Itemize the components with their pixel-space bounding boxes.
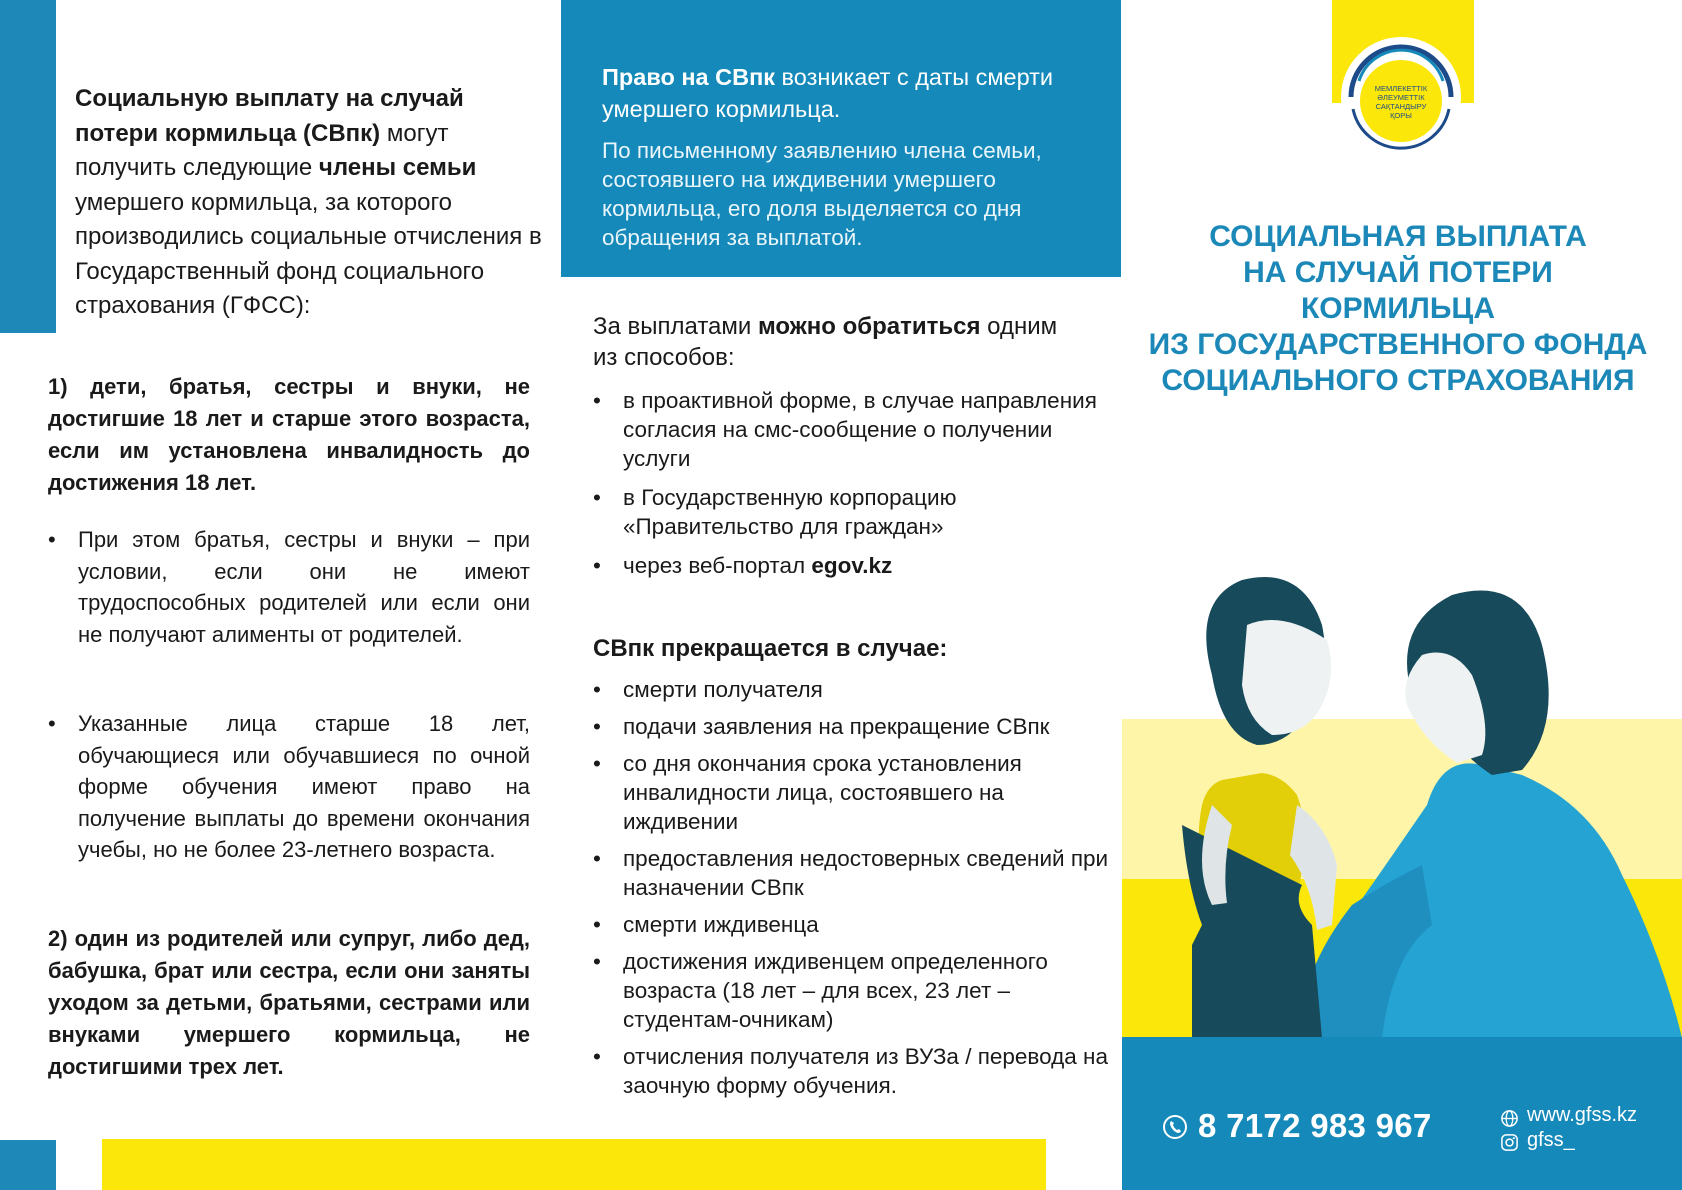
intro-segment: члены семьи xyxy=(318,154,477,181)
intro-paragraph xyxy=(75,82,545,324)
title-line: СОЦИАЛЬНАЯ ВЫПЛАТА xyxy=(1209,220,1587,253)
list-item xyxy=(593,483,1113,541)
termination-list xyxy=(593,675,1113,1108)
list-item-text: в проактивной форме, в случае направления согласия на смс-сообщение о получении услуги xyxy=(623,388,1097,471)
list-item: • смерти получателя xyxy=(593,675,1113,704)
list-item: • подачи заявления на прекращение СВпк xyxy=(593,712,1113,741)
instagram-handle[interactable]: gfss_ xyxy=(1527,1129,1575,1151)
title-line: СОЦИАЛЬНОГО СТРАХОВАНИЯ xyxy=(1161,364,1635,397)
fund-logo xyxy=(1339,35,1463,159)
instagram-icon xyxy=(1500,1133,1519,1152)
egov-link[interactable]: egov.kz xyxy=(811,553,893,578)
list-item: • достижения иждивенцем определенного возраста (18 лет – для всех, 23 лет – студентам-очникам) xyxy=(593,947,1113,1034)
list-item-text: через веб-портал xyxy=(623,553,812,578)
list-item: • смерти иждивенца xyxy=(593,910,1113,939)
decor-blue-bar-top xyxy=(0,0,56,333)
bullet: • xyxy=(48,527,56,552)
logo-text: ҚОРЫ xyxy=(1390,111,1412,120)
logo-text: МЕМЛЕКЕТТІК xyxy=(1374,84,1428,93)
title-line: ИЗ ГОСУДАРСТВЕННОГО ФОНДА xyxy=(1148,328,1648,361)
decor-blue-bar-bottom xyxy=(0,1140,56,1190)
phone-icon xyxy=(1162,1114,1188,1140)
rights-rest: возникает с даты смерти умершего кормильца. xyxy=(602,64,1054,122)
list-item xyxy=(48,524,530,650)
website-link[interactable]: www.gfss.kz xyxy=(1527,1104,1638,1126)
ways-heading-a: За выплатами xyxy=(593,313,758,340)
statement-paragraph: По письменному заявлению члена семьи, состоявшего на иждивении умершего кормильца, его доля выделяется со дня обращения за выплатой. xyxy=(602,138,1042,250)
decor-yellow-bar-bottom xyxy=(102,1139,1046,1190)
list-item: • со дня окончания срока установления инвалидности лица, состоявшего на иждивении xyxy=(593,749,1113,836)
title-line: НА СЛУЧАЙ ПОТЕРИ xyxy=(1243,256,1553,289)
ways-heading-b: можно обратиться xyxy=(757,313,981,340)
ways-heading xyxy=(593,312,1063,373)
bullet: • xyxy=(48,711,56,736)
eligibility-point-2: 2) один из родителей или супруг, либо дед, бабушка, брат или сестра, если они заняты уходом за детьми, братьями, сестрами или внуками умершего кормильца, не достигшими трех лет. xyxy=(48,926,530,1079)
termination-heading: СВпк прекращается в случае: xyxy=(593,635,948,662)
phone-number[interactable]: 8 7172 983 967 xyxy=(1198,1107,1432,1144)
list-item xyxy=(593,386,1113,473)
mother-child-illustration xyxy=(1122,505,1682,1038)
brochure-title xyxy=(1126,219,1670,399)
bullet-text: Указанные лица старше 18 лет, обучающиеся или обучавшиеся по очной форме обучения имеют право на получение выплаты до времени окончания учебы, но не более 23-летнего возраста. xyxy=(78,711,530,862)
list-item xyxy=(48,708,530,866)
list-item xyxy=(593,551,1113,580)
logo-text: САҚТАНДЫРУ xyxy=(1375,102,1427,111)
intro-segment: могут получить следующие xyxy=(75,119,449,181)
list-item-text: в Государственную корпорацию «Правительство для граждан» xyxy=(623,485,957,539)
title-line: КОРМИЛЬЦА xyxy=(1300,292,1495,325)
globe-icon xyxy=(1500,1109,1519,1128)
bullet-text: При этом братья, сестры и внуки – при условии, если они не имеют трудоспособных родителей или если они не получают алименты от родителей. xyxy=(78,527,530,647)
list-item: • отчисления получателя из ВУЗа / перевода на заочную форму обучения. xyxy=(593,1042,1113,1100)
ways-heading-c: одним из способов: xyxy=(593,313,1058,371)
eligibility-point-1: 1) дети, братья, сестры и внуки, не достигшие 18 лет и старше этого возраста, если им установлена инвалидность до достижения 18 лет. xyxy=(48,374,530,495)
list-item: • предоставления недостоверных сведений при назначении СВпк xyxy=(593,844,1113,902)
ways-list xyxy=(593,386,1113,590)
intro-segment: умершего кормильца, за которого производились социальные отчисления в Государственный фонд социального страхования (ГФСС): xyxy=(75,188,542,319)
rights-bold: Право на СВпк xyxy=(602,64,776,90)
intro-segment: Социальную выплату на случай потери кормильца (СВпк) xyxy=(75,85,464,147)
rights-paragraph xyxy=(602,62,1090,125)
logo-text: ӘЛЕУМЕТТІК xyxy=(1377,93,1425,102)
